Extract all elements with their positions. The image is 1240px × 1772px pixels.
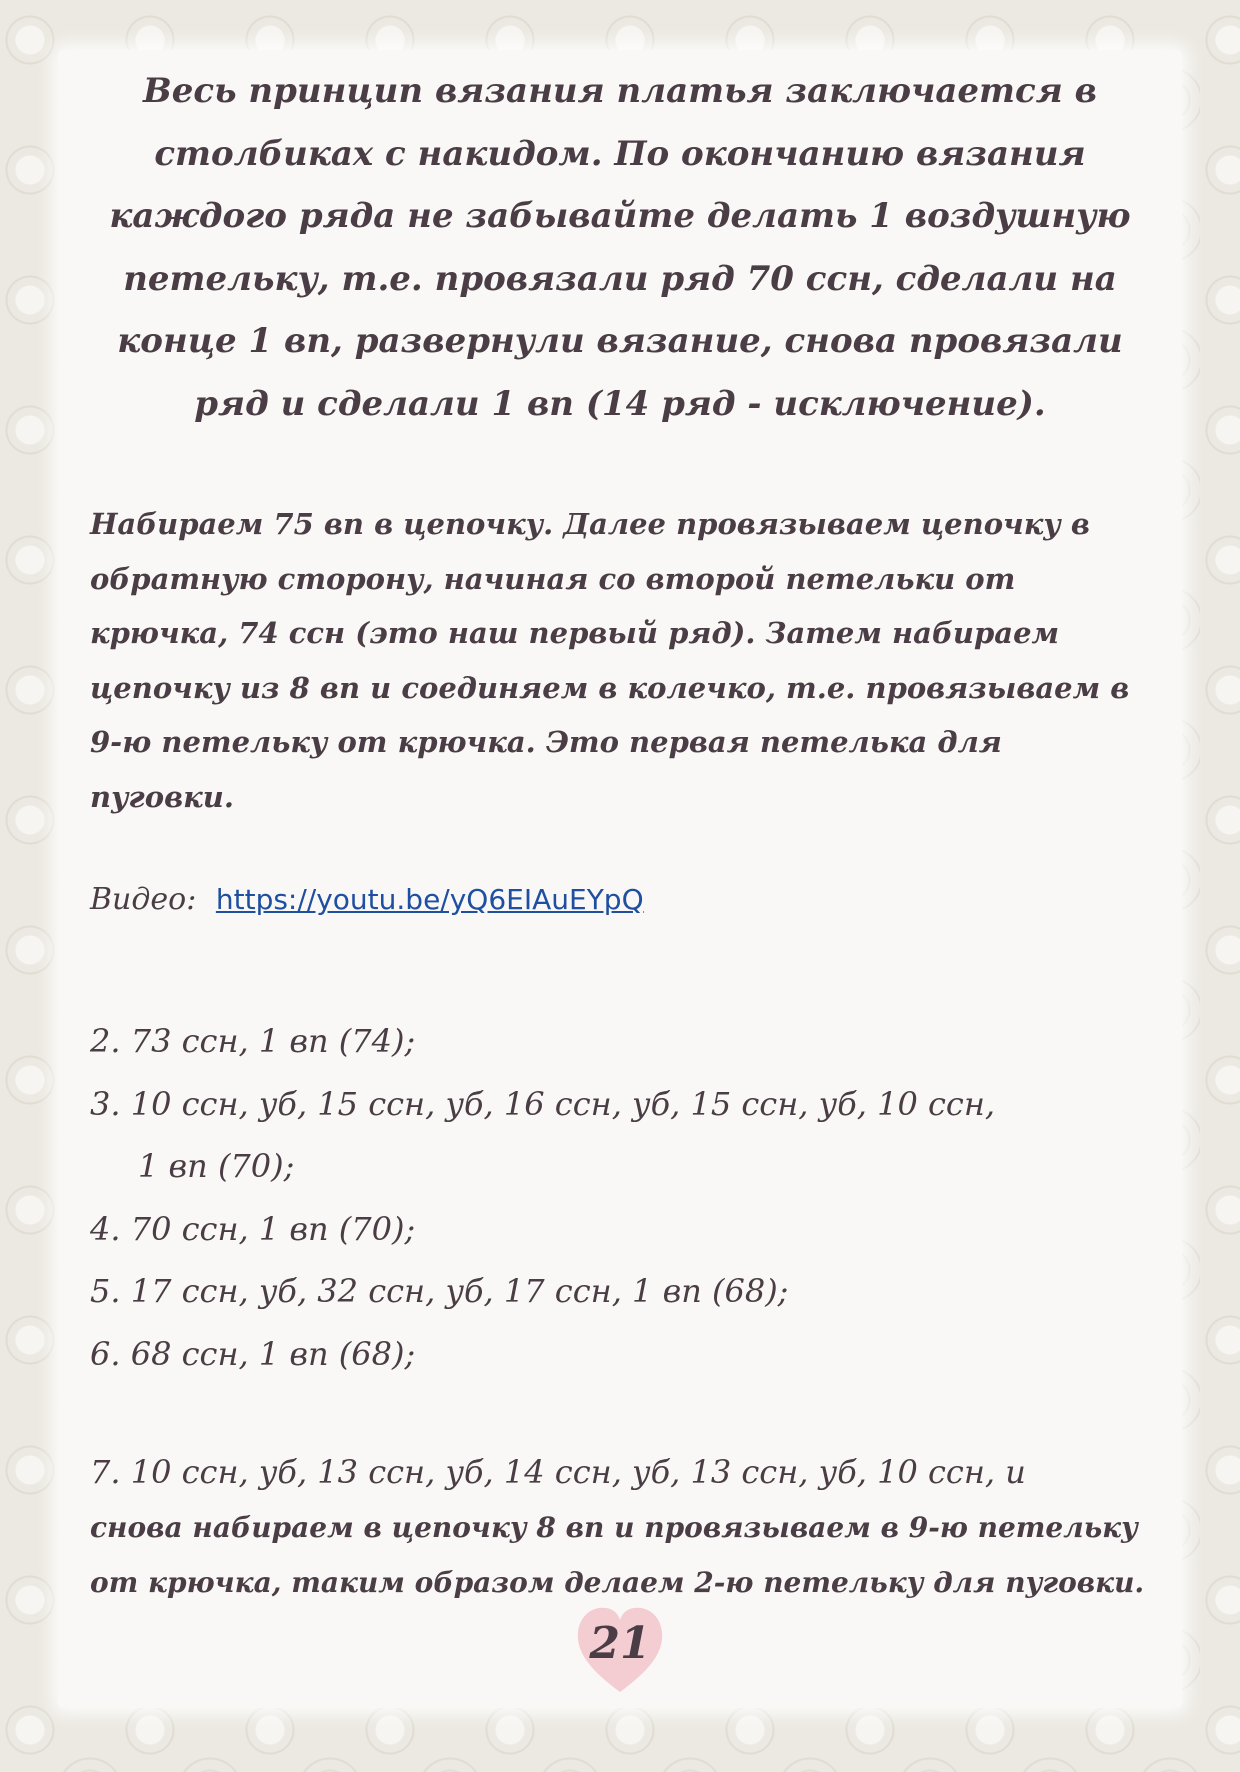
- row-2: 2. 73 ссн, 1 вп (74);: [90, 1022, 416, 1060]
- intro-text: Весь принцип вязания платья заключается в столбиках с накидом. По окончанию вязания каждого ряда не забывайте делать 1 воздушную петельку, т.е. провязали ряд 70 ссн, сделали на конце 1 вп, развернули вязание, снова провязали ряд и сделали 1 вп (14 ряд - исключение).: [109, 71, 1131, 424]
- video-link[interactable]: https://youtu.be/yQ6EIAuEYpQ: [215, 883, 644, 916]
- row-7: [90, 1445, 1170, 1610]
- row-4: 4. 70 ссн, 1 вп (70);: [90, 1209, 416, 1248]
- video-label: Видео:: [90, 882, 197, 917]
- page-number-badge: [572, 1600, 668, 1700]
- row-5: 5. 17 ссн, уб, 32 ссн, уб, 17 ссн, 1 вп (68);: [90, 1272, 789, 1310]
- row-7-first-line: 7. 10 ссн, уб, 13 ссн, уб, 14 ссн, уб, 13 ссн, уб, 10 ссн, и: [90, 1453, 1026, 1491]
- video-line: [90, 880, 644, 920]
- row-3: 3. 10 ссн, уб, 15 ссн, уб, 16 ссн, уб, 15 ссн, уб, 10 ссн,: [90, 1084, 996, 1123]
- row-6: 6. 68 ссн, 1 вп (68);: [90, 1334, 416, 1373]
- instruction-paragraph: Набираем 75 вп в цепочку. Далее провязываем цепочку в обратную сторону, начиная со второй петельки от крючка, 74 ссн (это наш первый ряд). Затем набираем цепочку из 8 вп и соединяем в колечко, т.е. провязываем в 9-ю петельку от крючка. Это первая петелька для пуговки.: [90, 507, 1130, 814]
- row-7-rest: снова набираем в цепочку 8 вп и провязываем в 9-ю петельку от крючка, таким образом делаем 2-ю петельку для пуговки.: [90, 1511, 1145, 1599]
- rows-list: [90, 1010, 1170, 1385]
- row-3-continued: 1 вп (70);: [138, 1147, 295, 1185]
- page-number: 21: [589, 1618, 651, 1669]
